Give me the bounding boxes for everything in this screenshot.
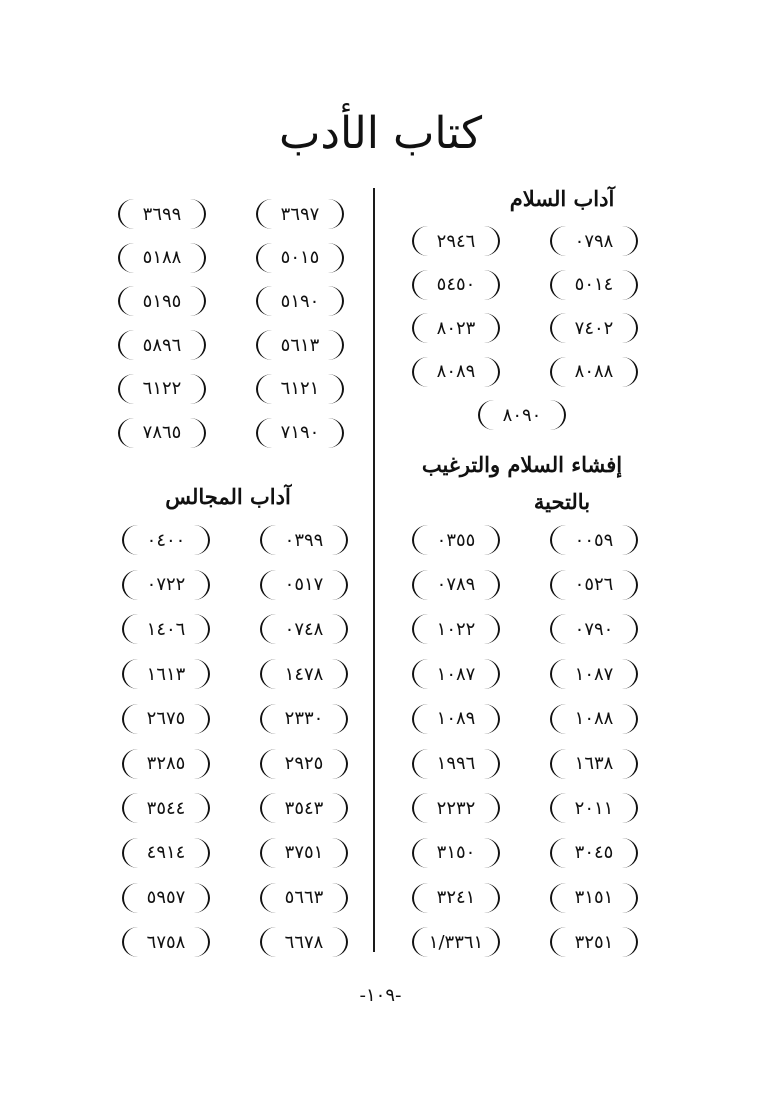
hadith-ref: ٥١٩٥ bbox=[118, 286, 206, 316]
hadith-ref: ٢٢٣٢ bbox=[412, 793, 500, 823]
hadith-ref: ١٦١٣ bbox=[122, 659, 210, 689]
hadith-ref: ٣١٥١ bbox=[550, 883, 638, 913]
hadith-ref: ٣٢٤١ bbox=[412, 883, 500, 913]
page-title: كتاب الأدب bbox=[278, 108, 483, 159]
hadith-ref: ٨٠٨٩ bbox=[412, 357, 500, 387]
hadith-ref: ٥٠١٤ bbox=[550, 270, 638, 300]
hadith-ref: ٠٣٩٩ bbox=[260, 525, 348, 555]
hadith-ref: ٥٨٩٦ bbox=[118, 330, 206, 360]
hadith-ref: ٣٢٨٥ bbox=[122, 749, 210, 779]
hadith-ref: ٤٩١٤ bbox=[122, 838, 210, 868]
hadith-ref: ٥١٩٠ bbox=[256, 286, 344, 316]
hadith-ref: ١٦٣٨ bbox=[550, 749, 638, 779]
hadith-ref: ٥٦٦٣ bbox=[260, 883, 348, 913]
section-heading-gathering-etiquette: آداب المجالس bbox=[165, 484, 291, 509]
hadith-ref: ٢٦٧٥ bbox=[122, 704, 210, 734]
hadith-ref: ٠٧٩٠ bbox=[550, 614, 638, 644]
hadith-ref: ٣٧٥١ bbox=[260, 838, 348, 868]
hadith-ref: ٨٠٢٣ bbox=[412, 313, 500, 343]
hadith-ref: ٠٥١٧ bbox=[260, 570, 348, 600]
page-number: -١٠٩- bbox=[359, 985, 402, 1006]
hadith-ref: ١٠٢٢ bbox=[412, 614, 500, 644]
hadith-ref: ٧١٩٠ bbox=[256, 418, 344, 448]
hadith-ref: ٠٧٨٩ bbox=[412, 570, 500, 600]
hadith-ref: ٠٧٩٨ bbox=[550, 226, 638, 256]
section-heading-spreading-salam-line2: بالتحية bbox=[533, 489, 591, 514]
hadith-ref: ٣٢٥١ bbox=[550, 927, 638, 957]
hadith-ref: ٠٠٥٩ bbox=[550, 525, 638, 555]
hadith-ref: ٥٩٥٧ bbox=[122, 883, 210, 913]
hadith-ref: ١/٣٣٦١ bbox=[412, 927, 500, 957]
hadith-ref: ٦٦٧٨ bbox=[260, 927, 348, 957]
column-divider bbox=[373, 188, 375, 952]
hadith-ref: ٥٠١٥ bbox=[256, 243, 344, 273]
hadith-ref: ٣٦٩٧ bbox=[256, 199, 344, 229]
section-heading-spreading-salam: إفشاء السلام والترغيب bbox=[421, 452, 623, 477]
hadith-ref: ٧٨٦٥ bbox=[118, 418, 206, 448]
hadith-ref: ١٠٨٧ bbox=[550, 659, 638, 689]
hadith-ref: ٠٣٥٥ bbox=[412, 525, 500, 555]
hadith-ref: ٥٦١٣ bbox=[256, 330, 344, 360]
hadith-ref: ٣١٥٠ bbox=[412, 838, 500, 868]
hadith-ref: ١٤٧٨ bbox=[260, 659, 348, 689]
hadith-ref: ٦١٢١ bbox=[256, 374, 344, 404]
hadith-ref: ٠٧٢٢ bbox=[122, 570, 210, 600]
hadith-ref: ١٠٨٩ bbox=[412, 704, 500, 734]
hadith-ref: ١٩٩٦ bbox=[412, 749, 500, 779]
hadith-ref: ٠٥٢٦ bbox=[550, 570, 638, 600]
hadith-ref: ٥٤٥٠ bbox=[412, 270, 500, 300]
hadith-ref: ١٠٨٨ bbox=[550, 704, 638, 734]
hadith-ref: ٢٩٤٦ bbox=[412, 226, 500, 256]
hadith-ref: ٣٦٩٩ bbox=[118, 199, 206, 229]
hadith-ref: ٥١٨٨ bbox=[118, 243, 206, 273]
hadith-ref: ٦٧٥٨ bbox=[122, 927, 210, 957]
hadith-ref: ٨٠٨٨ bbox=[550, 357, 638, 387]
hadith-ref: ٠٧٤٨ bbox=[260, 614, 348, 644]
hadith-ref: ٢٣٣٠ bbox=[260, 704, 348, 734]
hadith-ref: ٢٠١١ bbox=[550, 793, 638, 823]
hadith-ref: ٧٤٠٢ bbox=[550, 313, 638, 343]
hadith-ref: ٦١٢٢ bbox=[118, 374, 206, 404]
hadith-ref: ٣٠٤٥ bbox=[550, 838, 638, 868]
hadith-ref: ٣٥٤٣ bbox=[260, 793, 348, 823]
hadith-ref: ٣٥٤٤ bbox=[122, 793, 210, 823]
hadith-ref: ٢٩٢٥ bbox=[260, 749, 348, 779]
hadith-ref: ١٠٨٧ bbox=[412, 659, 500, 689]
hadith-ref: ٨٠٩٠ bbox=[478, 400, 566, 430]
section-heading-greeting-etiquette: آداب السلام bbox=[509, 186, 615, 211]
hadith-ref: ٠٤٠٠ bbox=[122, 525, 210, 555]
hadith-ref: ١٤٠٦ bbox=[122, 614, 210, 644]
